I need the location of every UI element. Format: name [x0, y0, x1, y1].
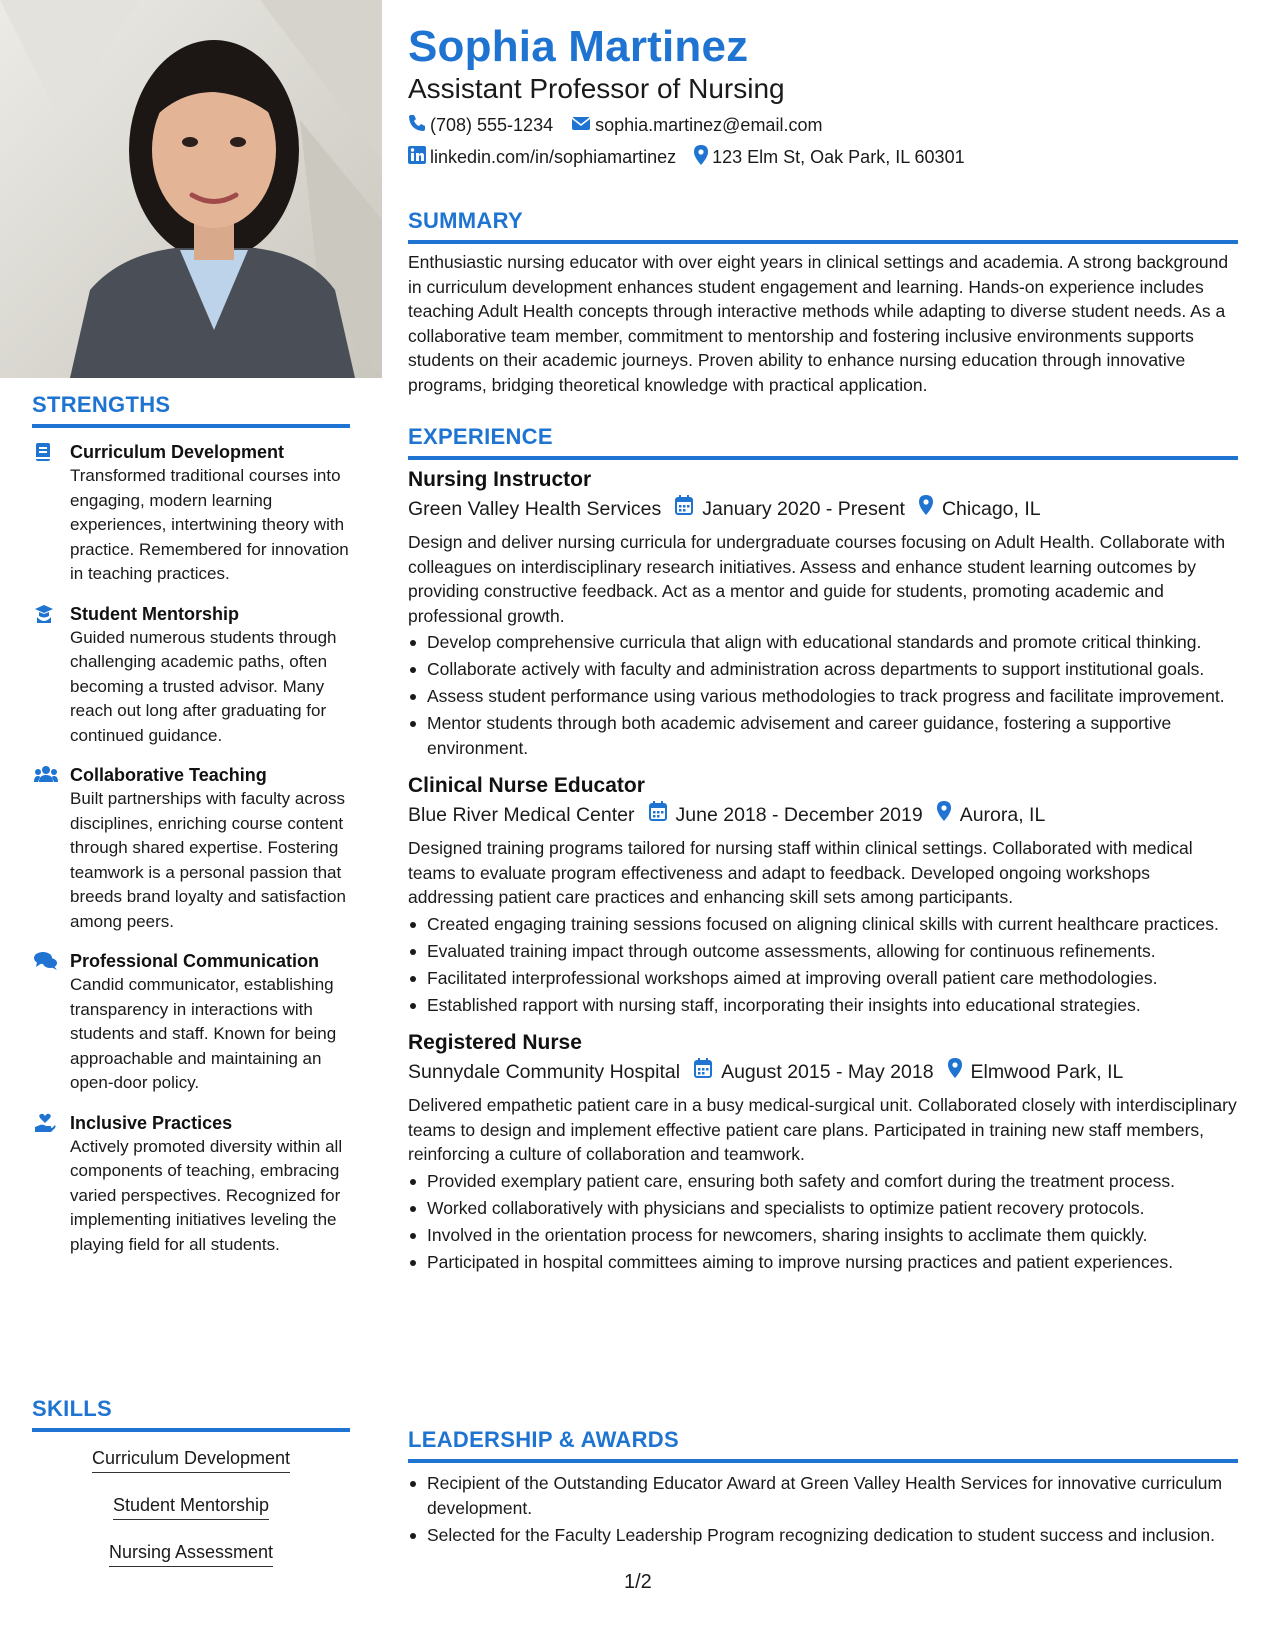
users-icon — [34, 765, 56, 785]
job-dates: January 2020 - Present — [675, 494, 905, 524]
email-text[interactable]: sophia.martinez@email.com — [595, 115, 823, 135]
email-contact[interactable] — [571, 115, 822, 136]
job-description: Designed training programs tailored for nursing staff within clinical settings. Collaborated with medical teams to evaluate program effectiveness and adapt to feedback. Developed ongoing workshops addressing patient care practices and enhancing skill sets among participants. — [408, 838, 1193, 907]
contact-row-2 — [408, 145, 983, 170]
calendar-icon — [649, 800, 676, 830]
job-dates: June 2018 - December 2019 — [649, 800, 923, 830]
bullet-item: Created engaging training sessions focused on aligning clinical skills with current healthcare practices. — [408, 912, 1238, 937]
job-company: Sunnydale Community Hospital — [408, 1061, 681, 1083]
linkedin-contact[interactable] — [408, 146, 676, 169]
address-text: 123 Elm St, Oak Park, IL 60301 — [712, 147, 965, 167]
summary-heading: SUMMARY — [408, 208, 1238, 244]
strength-description: Guided numerous students through challenging academic paths, often becoming a trusted advisor. Many reach out long after graduating for continued guidance. — [70, 627, 337, 745]
job-company: Green Valley Health Services — [408, 498, 662, 520]
map-pin-icon — [694, 145, 712, 170]
bullet-item: Collaborate actively with faculty and administration across departments to support institutional goals. — [408, 657, 1238, 682]
job-bullets — [408, 630, 1238, 760]
skills-section — [32, 1396, 350, 1587]
hand-heart-icon — [34, 1113, 56, 1133]
linkedin-icon — [408, 146, 430, 169]
contact-row-1 — [408, 114, 840, 137]
bullet-item: Worked collaboratively with physicians and specialists to optimize patient recovery protocols. — [408, 1196, 1238, 1221]
address-contact — [694, 145, 964, 170]
job-description: Delivered empathetic patient care in a busy medical-surgical unit. Collaborated closely with interdisciplinary teams to design and implement effective patient care plans. Participated in training new staff members, reinforcing a culture of collaboration and teamwork. — [408, 1095, 1237, 1164]
strengths-list — [32, 440, 350, 1257]
skills-heading: SKILLS — [32, 1396, 350, 1432]
strength-item — [32, 602, 350, 749]
strength-title: Inclusive Practices — [70, 1112, 233, 1133]
job-title: Clinical Nurse Educator — [408, 774, 645, 797]
strengths-section — [32, 392, 350, 1272]
strength-description: Actively promoted diversity within all components of teaching, embracing varied perspectives. Recognized for implementing initiatives leveling the playing field for all students. — [70, 1136, 343, 1254]
skill-tag: Nursing Assessment — [109, 1540, 273, 1567]
summary-text: Enthusiastic nursing educator with over eight years in clinical settings and academia. A strong background in curriculum development enhances student engagement and learning. Hands-on experience includes teaching Adult Health concepts through interactive methods while adapting to diverse student needs. As a collaborative team member, commitment to mentorship and fostering inclusive environments supports students on their academic journeys. Proven ability to enhance nursing education through innovative programs, bridging theoretical knowledge with practical application. — [408, 252, 1229, 395]
phone-contact — [408, 114, 553, 137]
sidebar — [0, 0, 382, 1650]
bullet-item: Mentor students through both academic advisement and career guidance, fostering a supportive environment. — [408, 711, 1238, 760]
job-meta — [408, 494, 1238, 524]
job-meta — [408, 1057, 1238, 1087]
job-location: Elmwood Park, IL — [948, 1057, 1124, 1087]
summary-section — [408, 208, 1238, 397]
envelope-icon — [571, 115, 595, 136]
leadership-heading: LEADERSHIP & AWARDS — [408, 1427, 1238, 1463]
strength-item — [32, 763, 350, 934]
job-company: Blue River Medical Center — [408, 804, 635, 826]
linkedin-text[interactable]: linkedin.com/in/sophiamartinez — [430, 147, 677, 167]
leadership-bullets — [408, 1471, 1238, 1547]
phone-text: (708) 555-1234 — [430, 115, 554, 135]
job-meta — [408, 800, 1238, 830]
strength-item — [32, 440, 350, 587]
experience-section — [408, 424, 1238, 1277]
candidate-role: Assistant Professor of Nursing — [408, 73, 785, 104]
strength-description: Built partnerships with faculty across disciplines, enriching course content through shared expertise. Fostering teamwork is a personal passion that breeds brand loyalty and satisfaction among peers. — [70, 789, 346, 931]
bullet-item: Established rapport with nursing staff, incorporating their insights into educational strategies. — [408, 993, 1238, 1018]
skill-tag: Curriculum Development — [92, 1446, 290, 1473]
job-title: Registered Nurse — [408, 1031, 582, 1054]
phone-icon — [408, 114, 430, 137]
experience-heading: EXPERIENCE — [408, 424, 1238, 460]
job-location: Aurora, IL — [937, 800, 1046, 830]
strength-title: Curriculum Development — [70, 442, 285, 462]
job-dates: August 2015 - May 2018 — [694, 1057, 933, 1087]
strength-description: Transformed traditional courses into engaging, modern learning experiences, intertwining theory with practice. Remembered for innovation in teaching practices. — [70, 466, 349, 583]
bullet-item: Participated in hospital committees aiming to improve nursing practices and patient experiences. — [408, 1250, 1238, 1275]
job-bullets — [408, 1169, 1238, 1275]
bullet-item: Involved in the orientation process for newcomers, sharing insights to acclimate them quickly. — [408, 1223, 1238, 1248]
skill-tag: Student Mentorship — [113, 1493, 269, 1520]
job-location: Chicago, IL — [919, 494, 1041, 524]
calendar-icon — [694, 1057, 721, 1087]
comments-icon — [34, 951, 56, 971]
page-number: 1/2 — [624, 1571, 652, 1593]
strength-description: Candid communicator, establishing transparency in interactions with students and staff. Known for being approachable and maintaining an open-door policy. — [70, 975, 337, 1092]
strength-title: Student Mentorship — [70, 603, 239, 624]
job-entry — [408, 466, 1238, 760]
skills-list — [32, 1446, 350, 1567]
bullet-item: Assess student performance using various methodologies to track progress and facilitate improvement. — [408, 684, 1238, 709]
job-title: Nursing Instructor — [408, 468, 592, 491]
strength-item — [32, 1111, 350, 1258]
bullet-item: Selected for the Faculty Leadership Program recognizing dedication to student success and inclusion. — [408, 1523, 1238, 1548]
bullet-item: Develop comprehensive curricula that align with educational standards and promote critical thinking. — [408, 630, 1238, 655]
strength-title: Professional Communication — [70, 951, 320, 971]
job-entry — [408, 772, 1238, 1017]
calendar-icon — [675, 494, 702, 524]
bullet-item: Recipient of the Outstanding Educator Award at Green Valley Health Services for innovative curriculum development. — [408, 1471, 1238, 1520]
bullet-item: Evaluated training impact through outcome assessments, allowing for continuous refinements. — [408, 939, 1238, 964]
strength-item — [32, 949, 350, 1096]
candidate-name: Sophia Martinez — [408, 22, 749, 71]
profile-photo — [0, 0, 382, 378]
book-icon — [34, 442, 56, 462]
job-entry — [408, 1029, 1238, 1274]
leadership-section — [408, 1427, 1238, 1550]
job-bullets — [408, 912, 1238, 1018]
map-pin-icon — [919, 494, 942, 524]
job-description: Design and deliver nursing curricula for undergraduate courses focusing on Adult Health. Collaborate with colleagues on interdisciplinary research initiatives. Assess and enhance student learning outcomes by providing constructive feedback. Act as a mentor and guide for students, promoting academic and professional growth. — [408, 532, 1226, 626]
strength-title: Collaborative Teaching — [70, 765, 267, 785]
bullet-item: Facilitated interprofessional workshops aimed at improving overall patient care methodologies. — [408, 966, 1238, 991]
map-pin-icon — [948, 1057, 971, 1087]
graduate-icon — [34, 604, 56, 624]
strengths-heading: STRENGTHS — [32, 392, 350, 428]
bullet-item: Provided exemplary patient care, ensuring both safety and comfort during the treatment process. — [408, 1169, 1238, 1194]
map-pin-icon — [937, 800, 960, 830]
